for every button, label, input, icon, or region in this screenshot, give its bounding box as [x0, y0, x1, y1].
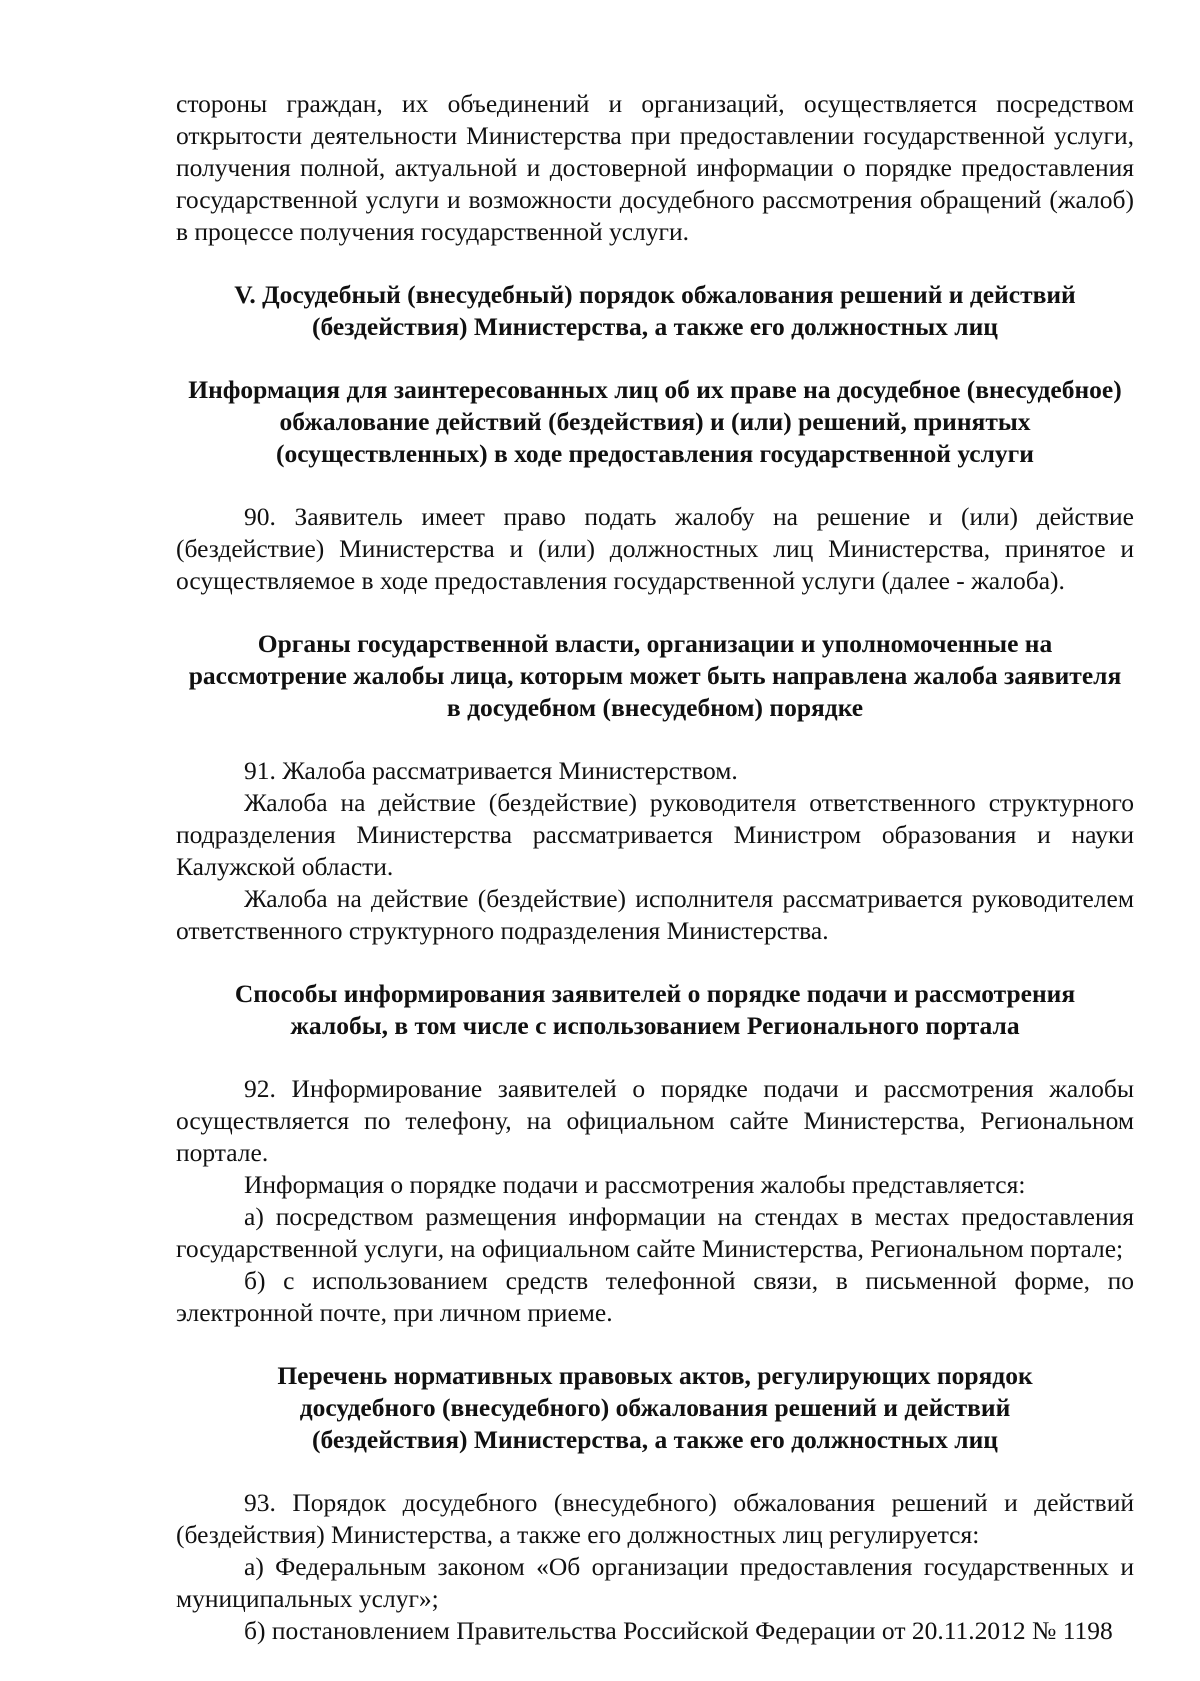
heading-complaint-rights	[176, 374, 1134, 470]
heading-line: досудебного (внесудебного) обжалования решений и действий	[299, 1393, 1011, 1422]
heading-line: Способы информирования заявителей о порядке подачи и рассмотрения	[234, 979, 1076, 1008]
heading-line: жалобы, в том числе с использованием Регионального портала	[290, 1011, 1020, 1040]
section-title-line: V. Досудебный (внесудебный) порядок обжалования решений и действий	[234, 280, 1076, 309]
heading-authorities	[176, 628, 1134, 724]
heading-line: (бездействия) Министерства, а также его должностных лиц	[312, 1425, 998, 1454]
heading-line: рассмотрение жалобы лица, которым может быть направлена жалоба заявителя	[188, 661, 1122, 690]
section-title-line: (бездействия) Министерства, а также его должностных лиц	[312, 312, 998, 341]
heading-line: Перечень нормативных правовых актов, регулирующих порядок	[277, 1361, 1033, 1390]
heading-line: (осуществленных) в ходе предоставления государственной услуги	[276, 439, 1034, 468]
section-title	[176, 279, 1134, 343]
paragraph-92-item-a: а) посредством размещения информации на стендах в местах предоставления государственной услуги, на официальном сайте Министерства, Региональном портале;	[176, 1202, 1134, 1263]
heading-informing-methods	[176, 978, 1134, 1042]
paragraph-93: 93. Порядок досудебного (внесудебного) обжалования решений и действий (бездействия) Министерства, а также его должностных лиц регулируется:	[176, 1488, 1134, 1549]
intro-paragraph: стороны граждан, их объединений и организаций, осуществляется посредством открытости деятельности Министерства при предоставлении государственной услуги, получения полной, актуальной и достоверной информации о порядке предоставления государственной услуги и возможности досудебного рассмотрения обращений (жалоб) в процессе получения государственной услуги.	[176, 89, 1134, 246]
paragraph-91-part: Жалоба на действие (бездействие) руководителя ответственного структурного подразделения Министерства рассматривается Министром образования и науки Калужской области.	[176, 788, 1134, 881]
document-page	[176, 88, 1134, 1647]
heading-line: в досудебном (внесудебном) порядке	[446, 693, 864, 722]
heading-line: обжалование действий (бездействия) и (или) решений, принятых	[279, 407, 1031, 436]
paragraph-91-part: Жалоба на действие (бездействие) исполнителя рассматривается руководителем ответственного структурного подразделения Министерства.	[176, 884, 1134, 945]
paragraph-92-item-b: б) с использованием средств телефонной связи, в письменной форме, по электронной почте, при личном приеме.	[176, 1266, 1134, 1327]
heading-legal-acts	[176, 1360, 1134, 1456]
paragraph-90: 90. Заявитель имеет право подать жалобу на решение и (или) действие (бездействие) Министерства и (или) должностных лиц Министерства, принятое и осуществляемое в ходе предоставления государственной услуги (далее - жалоба).	[176, 502, 1134, 595]
paragraph-92-part: Информация о порядке подачи и рассмотрения жалобы представляется:	[244, 1170, 1026, 1199]
paragraph-93-item-a: а) Федеральным законом «Об организации предоставления государственных и муниципальных услуг»;	[176, 1552, 1134, 1613]
paragraph-92: 92. Информирование заявителей о порядке подачи и рассмотрения жалобы осуществляется по телефону, на официальном сайте Министерства, Региональном портале.	[176, 1074, 1134, 1167]
paragraph-93-item-b: б) постановлением Правительства Российской Федерации от 20.11.2012 № 1198	[244, 1616, 1113, 1645]
heading-line: Информация для заинтересованных лиц об их праве на досудебное (внесудебное)	[188, 375, 1122, 404]
paragraph-91: 91. Жалоба рассматривается Министерством.	[244, 756, 738, 785]
heading-line: Органы государственной власти, организации и уполномоченные на	[257, 629, 1053, 658]
